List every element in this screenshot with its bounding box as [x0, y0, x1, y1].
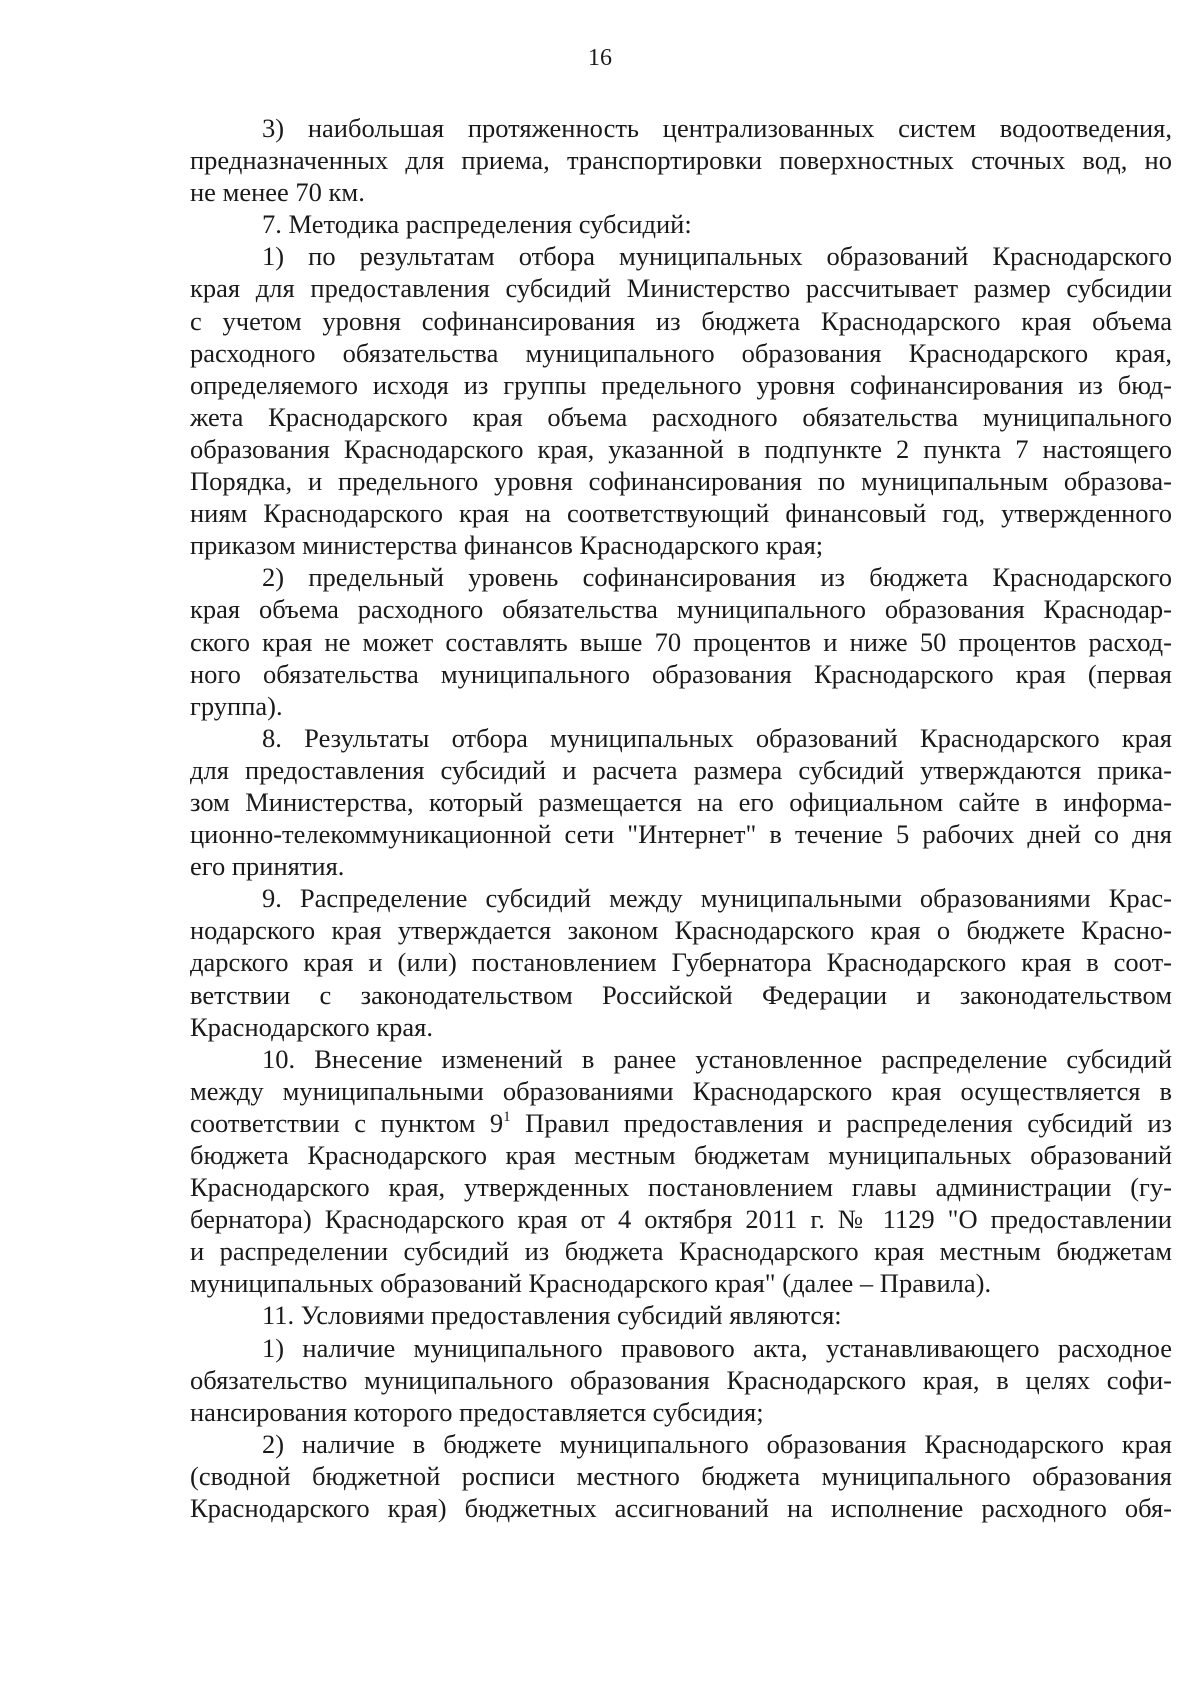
text-line: определяемого исходя из группы предельного уровня софинансирования из бюд-	[190, 369, 1172, 400]
text-line: для предоставления субсидий и расчета размера субсидий утверждаются прика-	[190, 754, 1172, 785]
text-line: расходного обязательства муниципального образования Краснодарского края,	[190, 337, 1172, 368]
text-line: муниципальных образований Краснодарского края" (далее – Правила).	[190, 1268, 992, 1299]
text-line: ционно-телекоммуникационной сети "Интернет" в течение 5 рабочих дней со дня	[190, 819, 1172, 850]
document-body	[190, 112, 1172, 1524]
text-line: ского края не может составлять выше 70 процентов и ниже 50 процентов расход-	[190, 626, 1172, 657]
text-line: предназначенных для приема, транспортировки поверхностных сточных вод, но	[190, 145, 1172, 176]
text-line: зом Министерства, который размещается на его официальном сайте в информа-	[190, 786, 1172, 817]
text-line: жета Краснодарского края объема расходного обязательства муниципального	[190, 401, 1172, 432]
text-line: с учетом уровня софинансирования из бюджета Краснодарского края объема	[190, 305, 1172, 336]
text-line: 2) наличие в бюджете муниципального образования Краснодарского края	[262, 1428, 1172, 1459]
text-line: приказом министерства финансов Краснодарского края;	[190, 530, 824, 561]
text-line: его принятия.	[190, 851, 345, 882]
text-fragment: соответствии с пунктом 9	[190, 1107, 504, 1138]
text-line: Краснодарского края) бюджетных ассигнований на исполнение расходного обя-	[190, 1493, 1172, 1524]
text-line: группа).	[190, 690, 283, 721]
text-line: и распределении субсидий из бюджета Краснодарского края местным бюджетам	[190, 1236, 1172, 1267]
text-line: ниям Краснодарского края на соответствующий финансовый год, утвержденного	[190, 498, 1172, 529]
text-line: между муниципальными образованиями Краснодарского края осуществляется в	[190, 1075, 1172, 1106]
text-line: (сводной бюджетной росписи местного бюджета муниципального образования	[190, 1460, 1172, 1491]
text-line: Порядка, и предельного уровня софинансирования по муниципальным образова-	[190, 466, 1172, 497]
text-line: ного обязательства муниципального образования Краснодарского края (первая	[190, 658, 1172, 689]
text-line: 3) наибольшая протяженность централизованных систем водоотведения,	[262, 113, 1172, 143]
text-line: нансирования которого предоставляется субсидия;	[190, 1396, 764, 1427]
text-line: не менее 70 км.	[190, 177, 365, 208]
text-line	[190, 1107, 1172, 1139]
page-number: 16	[588, 45, 612, 71]
text-line: Краснодарского края, утвержденных постановлением главы администрации (гу-	[190, 1172, 1172, 1203]
text-line: 9. Распределение субсидий между муниципальными образованиями Крас-	[262, 883, 1172, 914]
text-line: нодарского края утверждается законом Краснодарского края о бюджете Красно-	[190, 915, 1172, 946]
text-line: 1) по результатам отбора муниципальных образований Краснодарского	[262, 241, 1172, 272]
text-line: края для предоставления субсидий Министерство рассчитывает размер субсидии	[190, 273, 1172, 304]
superscript: 1	[503, 1108, 511, 1125]
text-line: бернатора) Краснодарского края от 4 октября 2011 г. № 1129 "О предоставлении	[190, 1204, 1172, 1235]
text-line: образования Краснодарского края, указанной в подпункте 2 пункта 7 настоящего	[190, 433, 1172, 464]
text-line: дарского края и (или) постановлением Губернатора Краснодарского края в соот-	[190, 947, 1172, 978]
text-line: 10. Внесение изменений в ранее установленное распределение субсидий	[262, 1043, 1172, 1074]
text-line: ветствии с законодательством Российской Федерации и законодательством	[190, 979, 1172, 1010]
text-line: 8. Результаты отбора муниципальных образований Краснодарского края	[262, 722, 1172, 753]
text-line: бюджета Краснодарского края местным бюджетам муниципальных образований	[190, 1140, 1172, 1170]
text-fragment: Правил предоставления и распределения субсидий из	[510, 1107, 1172, 1138]
text-line: 1) наличие муниципального правового акта, устанавливающего расходное	[262, 1332, 1172, 1363]
text-line: Краснодарского края.	[190, 1011, 433, 1042]
text-line: 11. Условиями предоставления субсидий являются:	[262, 1300, 842, 1331]
text-line: 2) предельный уровень софинансирования из бюджета Краснодарского	[262, 562, 1172, 593]
text-line: края объема расходного обязательства муниципального образования Краснодар-	[190, 594, 1172, 625]
text-line: обязательство муниципального образования Краснодарского края, в целях софи-	[190, 1364, 1172, 1395]
text-line: 7. Методика распределения субсидий:	[262, 209, 692, 240]
